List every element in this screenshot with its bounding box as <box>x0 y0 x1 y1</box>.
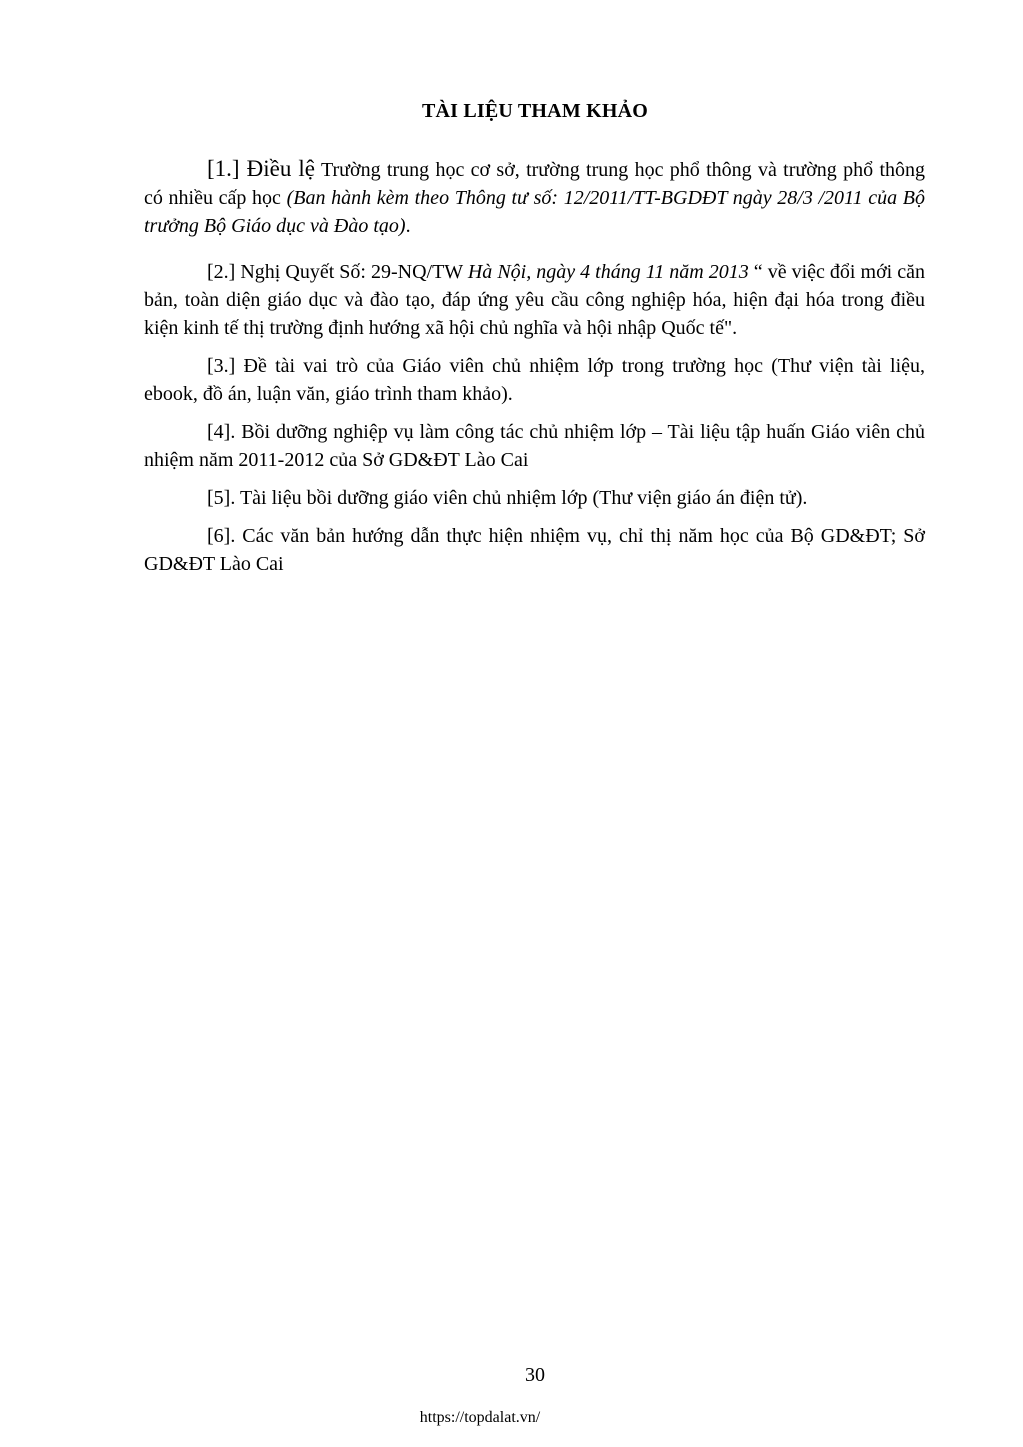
reference-item-4: [4]. Bồi dưỡng nghiệp vụ làm công tác chủ nhiệm lớp – Tài liệu tập huấn Giáo viên chủ nhiệm năm 2011-2012 của Sở GD&ĐT Lào Cai <box>144 421 925 471</box>
reference-1-tail: . <box>405 215 411 237</box>
page-title: TÀI LIỆU THAM KHẢO <box>421 100 649 122</box>
page-number: 30 <box>525 1364 545 1386</box>
footer-url: https://topdalat.vn/ <box>419 1409 541 1426</box>
reference-2-italic: Hà Nội, ngày 4 tháng 11 năm 2013 <box>467 261 749 283</box>
reference-1-italic: (Ban hành kèm theo Thông tư số: 12/2011/TT-BGDĐT ngày 28/3 /2011 của Bộ trưởng Bộ Giáo dục và Đào tạo) <box>144 187 925 237</box>
reference-item-5: [5]. Tài liệu bồi dưỡng giáo viên chủ nhiệm lớp (Thư viện giáo án điện tử). <box>207 487 808 509</box>
reference-item-6: [6]. Các văn bản hướng dẫn thực hiện nhiệm vụ, chỉ thị năm học của Bộ GD&ĐT; Sở GD&ĐT Lào Cai <box>144 525 925 575</box>
reference-item-3: [3.] Đề tài vai trò của Giáo viên chủ nhiệm lớp trong trường học (Thư viện tài liệu, ebook, đồ án, luận văn, giáo trình tham khảo). <box>144 355 925 405</box>
reference-item-2 <box>144 258 925 342</box>
reference-1-lead: [1.] Điều lệ <box>207 156 316 181</box>
reference-1-text: Trường trung học cơ sở, trường trung học phổ thông và trường phổ thông có nhiều cấp học <box>144 159 925 209</box>
reference-list <box>144 155 925 588</box>
reference-item-1 <box>144 155 925 240</box>
reference-2-tail: “ về việc đổi mới căn bản, toàn diện giáo dục và đào tạo, đáp ứng yêu cầu công nghiệp hóa, hiện đại hóa trong điều kiện kinh tế thị trường định hướng xã hội chủ nghĩa và hội nhập Quốc tế". <box>144 261 925 339</box>
reference-2-lead: [2.] Nghị Quyết Số: 29-NQ/TW <box>207 261 468 283</box>
